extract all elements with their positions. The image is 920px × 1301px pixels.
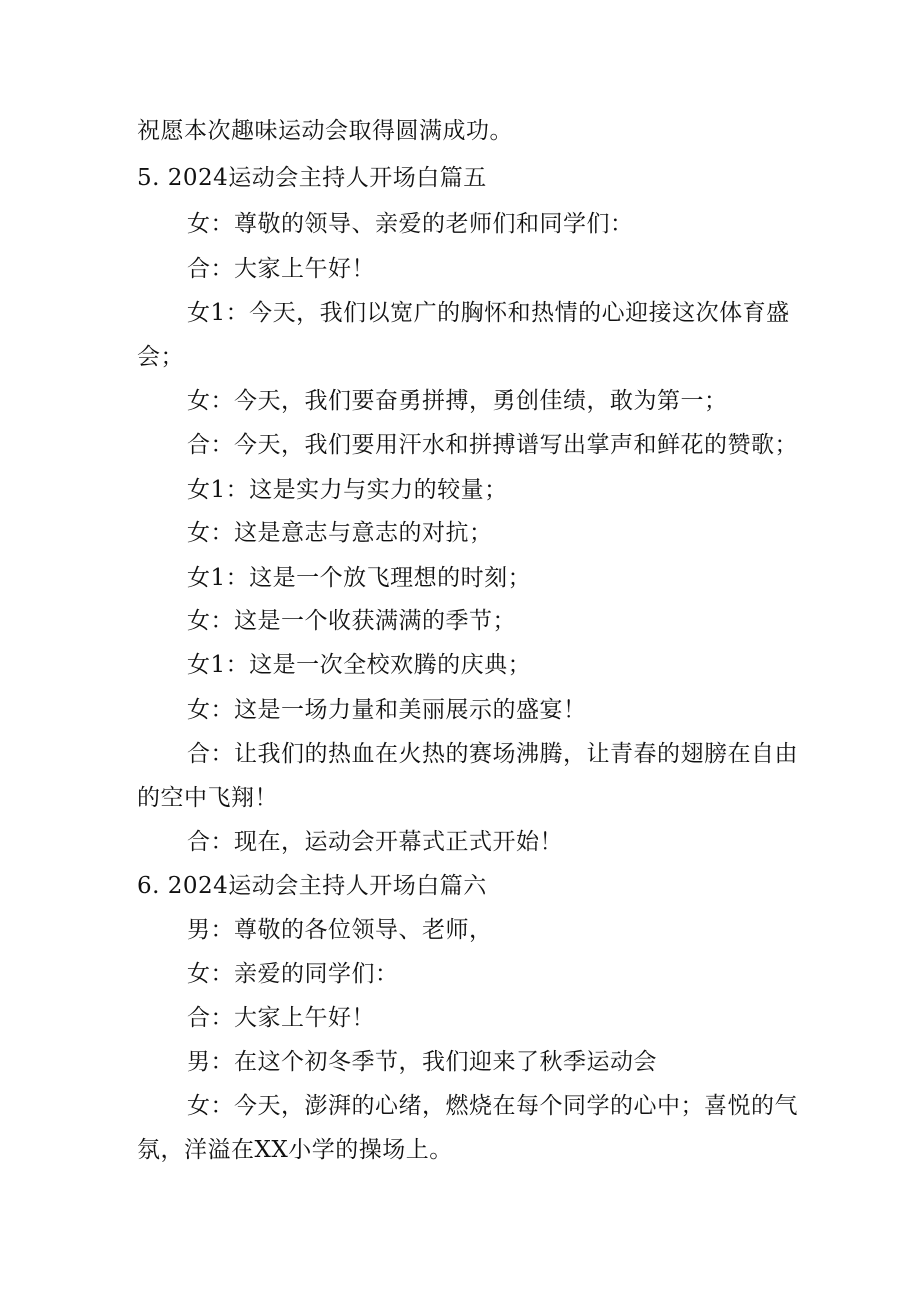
paragraph-line: 女：这是一场力量和美丽展示的盛宴！ — [187, 697, 587, 723]
paragraph-line: 女：今天，我们要奋勇拼搏，勇创佳绩，敢为第一； — [187, 388, 728, 414]
section-heading-6: 6. 2024运动会主持人开场白篇六 — [137, 873, 487, 899]
paragraph-line: 合：现在，运动会开幕式正式开始！ — [187, 829, 563, 855]
paragraph-line: 合：大家上午好！ — [187, 256, 375, 282]
paragraph-line: 女：尊敬的领导、亲爱的老师们和同学们： — [187, 211, 634, 237]
paragraph-line: 女1：这是实力与实力的较量； — [187, 477, 508, 503]
paragraph-continuation: 会； — [137, 344, 184, 370]
paragraph-continuation: 氛，洋溢在XX小学的操场上。 — [137, 1137, 453, 1163]
paragraph-line: 男：尊敬的各位领导、老师， — [187, 917, 493, 943]
paragraph-continuation: 的空中飞翔！ — [137, 785, 278, 811]
paragraph-line: 女：亲爱的同学们： — [187, 961, 399, 987]
paragraph-line: 女1：今天，我们以宽广的胸怀和热情的心迎接这次体育盛 — [187, 300, 790, 326]
section-heading-5: 5. 2024运动会主持人开场白篇五 — [137, 165, 487, 191]
paragraph-line: 合：今天，我们要用汗水和拼搏谱写出掌声和鲜花的赞歌； — [187, 432, 798, 458]
paragraph-line: 女：这是一个收获满满的季节； — [187, 608, 516, 634]
paragraph-line: 女：今天，澎湃的心绪，燃烧在每个同学的心中；喜悦的气 — [187, 1093, 798, 1119]
paragraph-line: 男：在这个初冬季节，我们迎来了秋季运动会 — [187, 1049, 657, 1075]
paragraph-line: 合：让我们的热血在火热的赛场沸腾，让青春的翅膀在自由 — [187, 741, 798, 767]
paragraph-line: 女：这是意志与意志的对抗； — [187, 520, 493, 546]
closing-line: 祝愿本次趣味运动会取得圆满成功。 — [137, 118, 513, 144]
paragraph-line: 合：大家上午好！ — [187, 1005, 375, 1031]
paragraph-line: 女1：这是一个放飞理想的时刻； — [187, 565, 532, 591]
paragraph-line: 女1：这是一次全校欢腾的庆典； — [187, 652, 532, 678]
